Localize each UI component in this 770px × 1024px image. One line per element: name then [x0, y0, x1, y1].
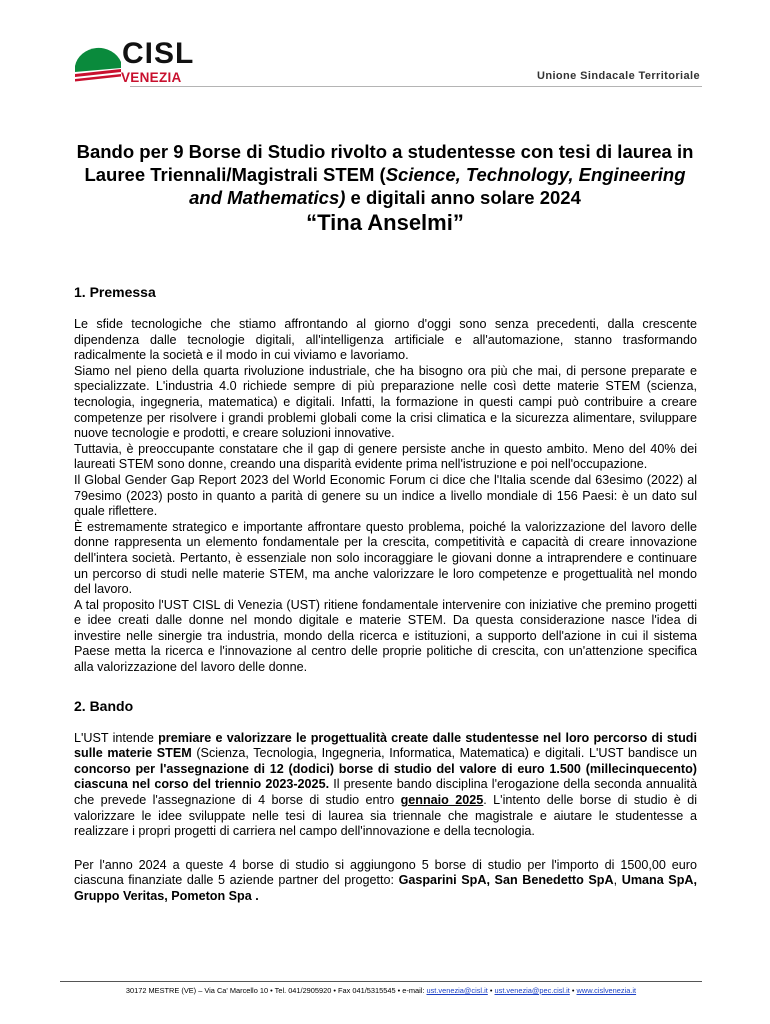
paragraph: Tuttavia, è preoccupante constatare che il gap di genere persiste anche in questo ambito. Meno del 40% dei laureati STEM sono donne, creando una disparità evidente prima nell'istruzione e poi nell'occupazione. — [74, 441, 697, 472]
bold-run: concorso per l'assegnazione di 12 (dodici) borse di studio del valore di euro 1.500 (millecinquecento) ciascuna nel corso del triennio 2023-2025. — [74, 761, 697, 792]
text-run: Il presente bando disciplina l'erogazione della seconda annualità che prevede l'assegnazione di 4 borse di studio entro — [74, 777, 697, 808]
document-subtitle: “Tina Anselmi” — [306, 210, 464, 235]
footer-separator: • — [487, 986, 495, 995]
paragraph: Siamo nel pieno della quarta rivoluzione industriale, che ha bisogno ora più che mai, di persone preparate e specializzate. L'industria 4.0 richiede sempre di più preparazione nelle così dette materie STEM (scienza, tecnologia, ingegneria, matematica) e digitali. Infatti, la formazione in questi campi può contribuire a creare competenze per risolvere i grandi problemi globali come la crisi climatica e la sicurezza alimentare, sviluppare nuove tecnologie e prodotti, e creare soluzioni innovative. — [74, 363, 697, 441]
section-2-heading: 2. Bando — [74, 697, 134, 714]
bold-run: Gasparini SpA, San Benedetto SpA — [398, 873, 614, 888]
footer — [60, 986, 702, 995]
website-link[interactable]: www.cislvenezia.it — [576, 986, 637, 995]
title-text-a: Bando per 9 Borse di Studio rivolto a studentesse con tesi di laurea in Lauree Triennali/Magistrali STEM ( — [76, 141, 694, 185]
text-run: (Scienza, Tecnologia, Ingegneria, Informatica, Matematica) e digitali. L'UST bandisce un — [191, 746, 698, 761]
text-run: , — [613, 873, 622, 888]
text-run: L'UST intende — [74, 730, 159, 745]
email-link[interactable]: ust.venezia@cisl.it — [426, 986, 488, 995]
paragraph: Il Global Gender Gap Report 2023 del World Economic Forum ci dice che l'Italia scende dal 63esimo (2022) al 79esimo (2023) posto in quanto a parità di genere su un indice a livello mondiale di 156 Paesi: è un dato sul quale riflettere. — [74, 472, 697, 519]
bold-run: Umana SpA, Gruppo Veritas, Pometon Spa . — [74, 873, 697, 903]
logo-city: VENEZIA — [121, 70, 182, 85]
paragraph — [74, 731, 697, 840]
title-italic: Science, Technology, Engineering and Mathematics) — [189, 164, 686, 208]
bold-run: premiare e valorizzare le progettualità create dalle studentesse nel loro percorso di studi sulle materie STEM — [74, 730, 698, 761]
paragraph: Le sfide tecnologiche che stiamo affrontando al giorno d'oggi sono senza precedenti, dalla crescente dipendenza dalle tecnologie digitali, all'intelligenza artificiale e all'automazione, stanno trasformando radicalmente la società e il modo in cui viviamo e lavoriamo. — [74, 317, 697, 363]
document-body — [74, 284, 697, 905]
text-run: Per l'anno 2024 a queste 4 borse di studio si aggiungono 5 borse di studio per l'importo di 1500,00 euro ciascuna finanziate dalle 5 aziende partner del progetto: — [74, 857, 697, 888]
paragraph — [74, 858, 697, 905]
union-label: Unione Sindacale Territoriale — [537, 70, 700, 82]
text-run: . L'intento delle borse di studio è di valorizzare le idee sviluppate nelle tesi di laurea sia triennale che magistrale e aiutare le studentesse a realizzare i propri progetti di carriera nel campo dell'innovazione e della tecnologia. — [74, 793, 697, 839]
title-text-b: e digitali anno solare 2024 — [345, 187, 581, 208]
paragraph: A tal proposito l'UST CISL di Venezia (UST) ritiene fondamentale intervenire con iniziative che premino progetti e idee creati dalle donne nel mondo digitale e materie STEM. Da questa considerazione nasce l'idea di investire nelle sinergie tra industria, mondo della ricerca e istituzioni, a supporto dell'azione in cui il sistema Paese metta la ricerca e l'innovazione al centro delle proprie politiche di crescita, con un'attenzione specifica alla valorizzazione del lavoro delle donne. — [74, 597, 697, 675]
section-1-heading: 1. Premessa — [74, 284, 156, 300]
header-divider — [130, 86, 702, 87]
footer-separator: • — [569, 986, 577, 995]
deadline-date: gennaio 2025 — [400, 793, 484, 808]
document-title — [70, 140, 700, 237]
paragraph: È estremamente strategico e importante affrontare questo problema, poiché la valorizzazione del lavoro delle donne rappresenta un elemento fondamentale per la crescita, competitività e capacità di creare innovazione dell'intera società. Pertanto, è essenziale non solo incoraggiare le giovani donne a intraprendere e continuare un percorso di studi nelle materie STEM, ma anche valorizzare le loro competenze e progettualità nel mondo del lavoro. — [74, 519, 697, 597]
footer-divider — [60, 981, 702, 982]
pec-email-link[interactable]: ust.venezia@pec.cisl.it — [494, 986, 570, 995]
logo-text: CISL — [122, 37, 195, 70]
footer-address: 30172 MESTRE (VE) – Via Ca' Marcello 10 • Tel. 041/2905920 • Fax 041/5315545 • e-mail: — [125, 986, 427, 995]
